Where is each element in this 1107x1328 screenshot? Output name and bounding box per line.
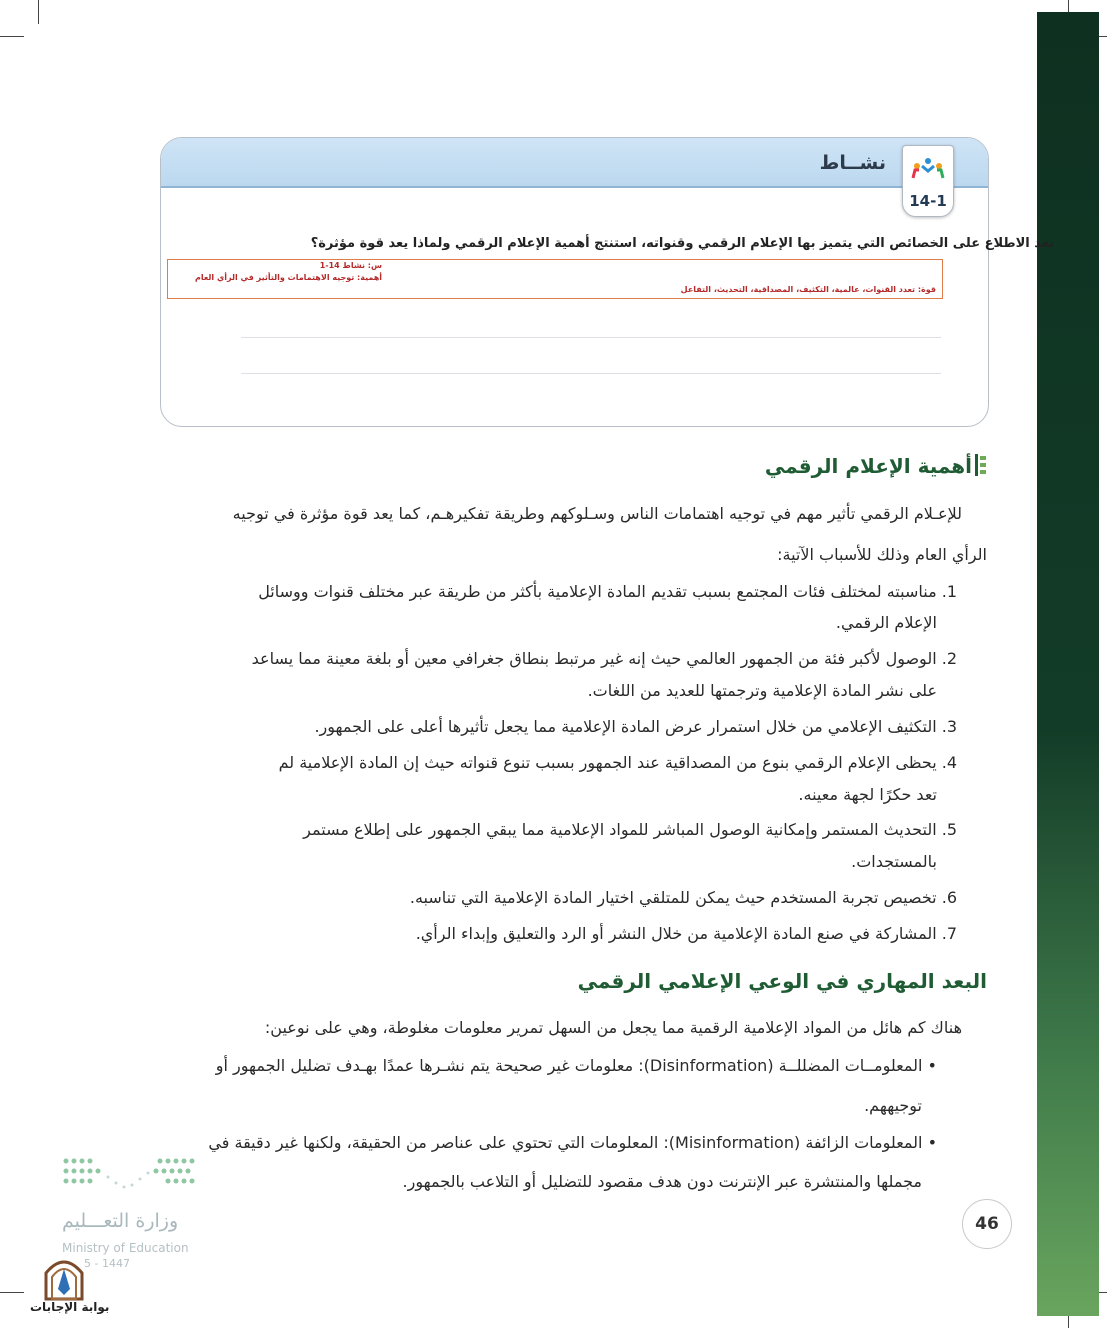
intro-line: هناك كم هائل من المواد الإعلامية الرقمية مما يجعل من السهل تمرير معلومات مغلوطة، وهي على نوعين:	[264, 1018, 962, 1037]
list-item: 7. المشاركة في صنع المادة الإعلامية من خلال النشر أو الرد والتعليق وإبداء الرأي.	[415, 924, 957, 943]
list-item: 5. التحديث المستمر وإمكانية الوصول المباشر للمواد الإعلامية مما يبقي الجمهور على إطلاع مستمر	[303, 820, 957, 839]
activity-header	[161, 138, 988, 188]
activity-question: بعد الاطلاع على الخصائص التي يتميز بها الإعلام الرقمي وقنواته، استنتج أهمية الإعلام الرقمي ولماذا يعد قوة مؤثرة؟	[310, 236, 1054, 251]
intro-line: الرأي العام وذلك للأسباب الآتية:	[777, 545, 987, 564]
list-item-cont: بالمستجدات.	[851, 852, 937, 871]
answer-line: أهمية: توجيه الاهتمامات والتأثير في الرأي العام	[195, 273, 382, 282]
side-color-band	[1037, 12, 1099, 1316]
crop-mark	[0, 1292, 24, 1293]
section-marker-icon	[975, 454, 987, 476]
section-title-skills: البعد المهاري في الوعي الإعلامي الرقمي	[577, 969, 987, 993]
intro-line: للإعـلام الرقمي تأثير مهم في توجيه اهتمامات الناس وسـلوكهم وطريقة تفكيرهـم، كما يعد قوة مؤثرة في توجيه	[232, 504, 962, 523]
bullet-item: • المعلومــات المضللــة (Disinformation): معلومات غير صحيحة يتم نشـرها عمدًا بهـدف تضليل الجمهور أو	[215, 1056, 937, 1075]
page-number: 46	[962, 1199, 1012, 1249]
crop-mark	[38, 0, 39, 24]
bullet-item-cont: مجملها والمنتشرة عبر الإنترنت دون هدف مقصود للتضليل أو التلاعب بالجمهور.	[402, 1172, 922, 1191]
ministry-name-en: Ministry of Education	[62, 1241, 189, 1255]
answers-gate-logo-icon	[42, 1255, 86, 1301]
answer-line: س: نشاط 14-1	[319, 261, 382, 270]
answer-line-blank	[241, 337, 941, 338]
ministry-year: 5 - 1447	[84, 1257, 130, 1270]
list-item-cont: على نشر المادة الإعلامية وترجمتها للعديد من اللغات.	[587, 681, 937, 700]
bullet-item-cont: توجيههم.	[864, 1096, 922, 1115]
list-item: 1. مناسبته لمختلف فئات المجتمع بسبب تقديم المادة الإعلامية بأكثر من طريقة عبر مختلف قنوات ووسائل	[258, 582, 957, 601]
list-item-cont: تعد حكرًا لجهة معينه.	[798, 785, 937, 804]
list-item: 3. التكثيف الإعلامي من خلال استمرار عرض المادة الإعلامية مما يجعل تأثيرها أعلى على الجمهور.	[314, 717, 957, 736]
site-name: بوابة الإجابات	[30, 1300, 110, 1314]
list-item: 6. تخصيص تجربة المستخدم حيث يمكن للمتلقي اختيار المادة الإعلامية التي تناسبه.	[409, 888, 957, 907]
answer-box	[167, 259, 943, 299]
activity-number: 14-1	[909, 192, 947, 210]
people-group-icon	[909, 156, 947, 180]
ministry-dots-logo-icon	[60, 1155, 200, 1195]
crop-mark	[0, 36, 24, 37]
ministry-name-ar: وزارة التعـــليم	[62, 1210, 179, 1232]
answer-line: قوة: تعدد القنوات، عالمية، التكثيف، المصداقية، التحديث، التفاعل	[680, 285, 936, 294]
list-item-cont: الإعلام الرقمي.	[835, 613, 937, 632]
list-item: 2. الوصول لأكبر فئة من الجمهور العالمي حيث إنه غير مرتبط بنطاق جغرافي معين أو بلغة معينة مما يساعد	[251, 649, 957, 668]
list-item: 4. يحظى الإعلام الرقمي بنوع من المصداقية عند الجمهور بسبب تنوع قنواته حيث إن المادة الإعلامية لم	[278, 753, 957, 772]
activity-title: نشــاط	[819, 152, 886, 174]
section-title-importance: أهمية الإعلام الرقمي	[764, 454, 972, 478]
bullet-item: • المعلومات الزائفة (Misinformation): المعلومات التي تحتوي على عناصر من الحقيقة، ولكنها غير دقيقة في	[208, 1133, 937, 1152]
answer-line-blank	[241, 373, 941, 374]
activity-badge	[902, 145, 954, 217]
